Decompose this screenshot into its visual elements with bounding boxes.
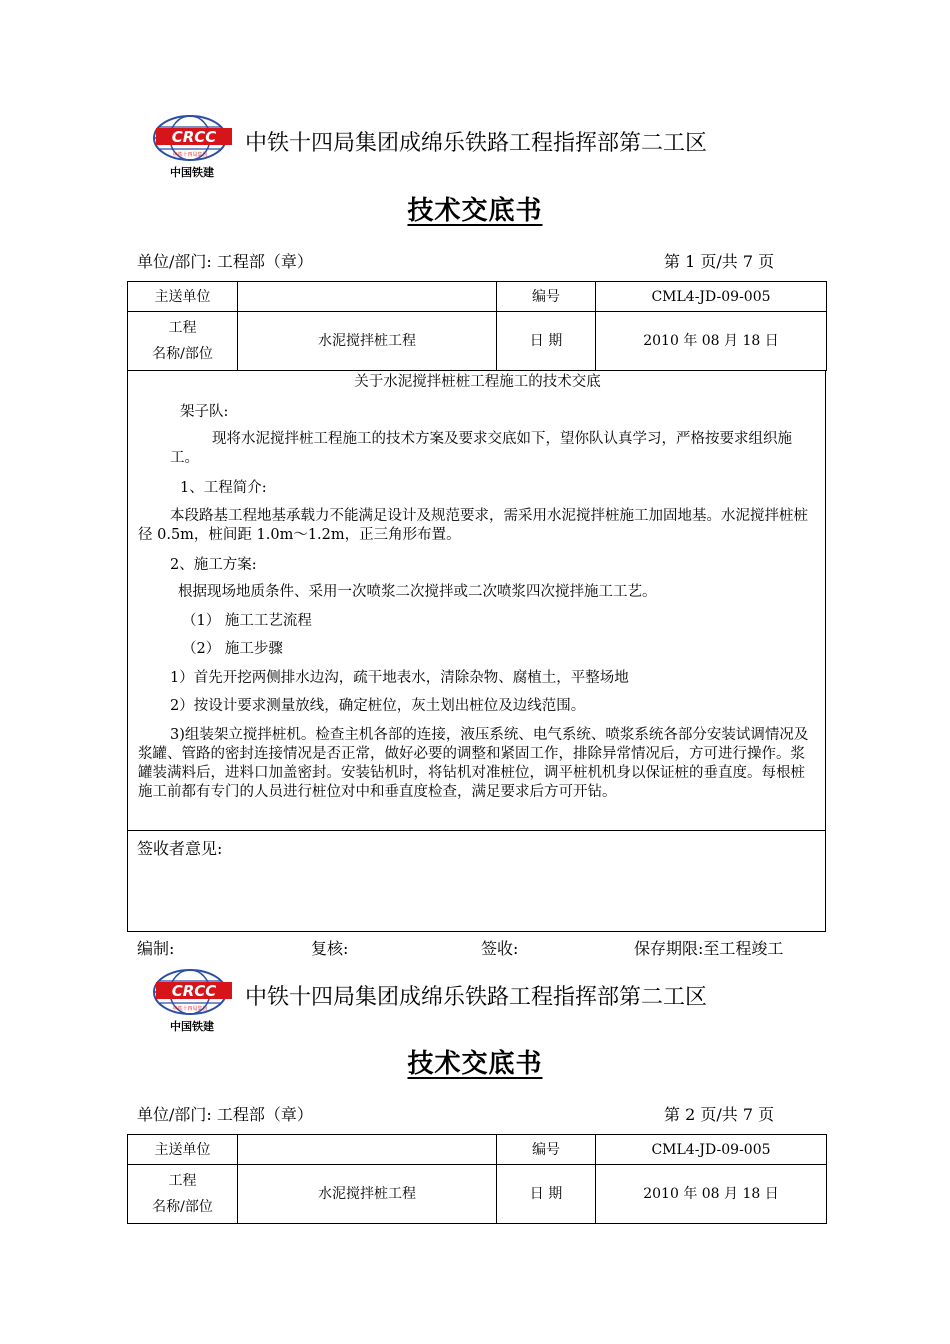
send-unit-label: 主送单位 [128, 282, 238, 312]
project-label [128, 1165, 238, 1224]
svg-text:中国铁建: 中国铁建 [170, 1020, 214, 1033]
info-table [127, 281, 827, 371]
svg-text:中铁十四局集团: 中铁十四局集团 [172, 152, 208, 158]
step-2: 2）按设计要求测量放线，确定桩位，灰土划出桩位及边线范围。 [170, 698, 586, 714]
project-label [128, 312, 238, 371]
send-unit-value [238, 282, 497, 312]
section1-body: 本段路基工程地基承载力不能满足设计及规范要求，需采用水泥搅拌桩施工加固地基。水泥搅拌桩桩径 0.5m，桩间距 1.0m～1.2m，正三角形布置。 [138, 508, 808, 543]
step-1: 1）首先开挖两侧排水边沟，疏干地表水，清除杂物、腐植土，平整场地 [170, 670, 629, 686]
info-table-page2 [127, 1134, 827, 1224]
project-value: 水泥搅拌桩工程 [238, 1165, 497, 1224]
section2-title: 2、施工方案: [170, 557, 257, 573]
section1-title: 1、工程简介: [180, 480, 267, 496]
project-value: 水泥搅拌桩工程 [238, 312, 497, 371]
number-value: CML4-JD-09-005 [596, 282, 827, 312]
svg-text:CRCC: CRCC [171, 982, 217, 1000]
page-label: 第 1 页/共 7 页 [664, 252, 775, 271]
send-unit-value [238, 1135, 497, 1165]
footer-compiled: 编制: [137, 939, 175, 958]
item-1: （1） 施工工艺流程 [182, 613, 312, 629]
footer-retention: 保存期限:至工程竣工 [634, 939, 784, 958]
step-3: 3)组装架立搅拌桩机。检查主机各部的连接，液压系统、电气系统、喷浆系统各部分安装试调情况及浆罐、管路的密封连接情况是否正常，做好必要的调整和紧固工作，排除异常情况后，方可进行操作。浆罐装满料后，进料口加盖密封。安装钻机时，将钻机对准桩位，调平桩机机身以保证桩的垂直度。每根桩施工前都有专门的人员进行桩位对中和垂直度检查，满足要求后方可开钻。 [138, 727, 809, 800]
svg-text:中国铁建: 中国铁建 [170, 166, 214, 179]
date-label: 日 期 [497, 312, 596, 371]
header-title: 中铁十四局集团成绵乐铁路工程指挥部第二工区 [245, 131, 708, 156]
send-unit-label: 主送单位 [128, 1135, 238, 1165]
date-value: 2010 年 08 月 18 日 [596, 1165, 827, 1224]
crcc-logo [150, 112, 250, 182]
doc-title-page2: 技术交底书 [407, 1049, 543, 1079]
footer-received: 签收: [481, 939, 519, 958]
project-label-line1: 工程 [168, 1173, 197, 1189]
content-box [127, 370, 826, 831]
number-value: CML4-JD-09-005 [596, 1135, 827, 1165]
number-label: 编号 [497, 1135, 596, 1165]
dept-label: 单位/部门: 工程部（章） [137, 252, 313, 271]
page-label-page2: 第 2 页/共 7 页 [664, 1105, 775, 1124]
salutation: 架子队: [180, 404, 229, 420]
section2-body: 根据现场地质条件、采用一次喷浆二次搅拌或二次喷浆四次搅拌施工工艺。 [178, 584, 657, 600]
doc-title: 技术交底书 [407, 196, 543, 226]
item-2: （2） 施工步骤 [182, 641, 283, 657]
footer-reviewed: 复核: [311, 939, 349, 958]
svg-text:CRCC: CRCC [171, 128, 217, 146]
svg-text:中铁十四局集团: 中铁十四局集团 [172, 1006, 208, 1012]
project-label-line2: 名称/部位 [152, 1199, 213, 1215]
project-label-line1: 工程 [168, 320, 197, 336]
date-value: 2010 年 08 月 18 日 [596, 312, 827, 371]
sign-box [127, 831, 826, 932]
date-label: 日 期 [497, 1165, 596, 1224]
number-label: 编号 [497, 282, 596, 312]
header-title-page2: 中铁十四局集团成绵乐铁路工程指挥部第二工区 [245, 985, 708, 1010]
dept-label-page2: 单位/部门: 工程部（章） [137, 1105, 313, 1124]
project-label-line2: 名称/部位 [152, 346, 213, 362]
crcc-logo-page2 [150, 966, 250, 1036]
content-heading: 关于水泥搅拌桩桩工程施工的技术交底 [354, 374, 601, 390]
sign-label: 签收者意见: [137, 839, 223, 858]
intro-paragraph: 现将水泥搅拌桩工程施工的技术方案及要求交底如下，望你队认真学习，严格按要求组织施工。 [170, 431, 792, 466]
